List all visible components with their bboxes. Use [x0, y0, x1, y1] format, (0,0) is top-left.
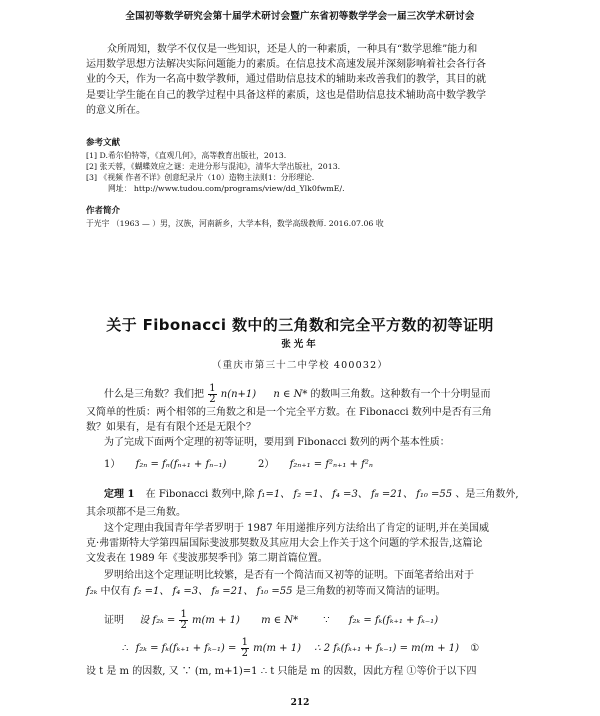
intro-line: 众所周知，数学不仅仅是一些知识，还是人的一种素质，一种具有“数学思维”能力和: [107, 44, 478, 55]
body-line: 数？如果有，是有有限个还是无限个？: [86, 422, 256, 433]
author-profile-heading: 作者简介: [86, 206, 121, 216]
fraction-half: [241, 638, 249, 659]
body-line-last: 设 t 是 m 的因数, 又 ∵ (m, m+1)=1 ∴ t 只能是 m 的因数，因此方程 ①等价于以下四: [86, 666, 477, 677]
formula: m(m + 1): [192, 615, 240, 626]
property-2: [258, 457, 373, 472]
equation-number: ①: [470, 643, 480, 654]
formula: f₂ₖ = fₖ(fₖ₊₁ + fₖ₋₁) =: [135, 643, 237, 654]
body-line: 又简单的性质：两个相邻的三角数之和是一个完全平方数。在 Fibonacci 数列中是否有三角: [86, 407, 492, 418]
page-number: 212: [290, 698, 310, 708]
fraction-numerator: 1: [241, 637, 248, 648]
body-text: 是三角数的初等而又简洁的证明。: [295, 586, 446, 597]
formula: n(n+1): [220, 389, 257, 400]
formula: m ∈ N*: [261, 615, 299, 626]
property-1: [104, 457, 226, 472]
formula: ∴ 2 fₖ(fₖ₊₁ + fₖ₋₁) = m(m + 1): [314, 643, 460, 654]
fraction-denominator: 2: [209, 394, 216, 405]
fraction-half: [179, 610, 187, 631]
intro-line: 的意义所在。: [86, 104, 146, 116]
body-line: 其余项都不是三角数。: [86, 507, 186, 518]
body-text: 中仅有: [100, 586, 131, 597]
fraction-numerator: 1: [180, 609, 187, 620]
reference-item: [1] D.希尔伯特等，《直观几何》，高等教育出版社，2013.: [86, 151, 287, 160]
body-text: 什么是三角数？我们把: [104, 389, 204, 400]
formula: f₂ₙ = fₙ(fₙ₊₁ + fₙ₋₁): [135, 459, 227, 470]
article-author: 张光年: [281, 339, 319, 350]
body-line: 罗明给出这个定理证明比较繁，是否有一个简洁而又初等的证明。下面笔者给出对于: [104, 570, 474, 581]
body-line: 这个定理由我国青年学者罗明于 1987 年用递推序列方法给出了肯定的证明,并在美国威: [104, 523, 489, 534]
formula: f₂ₖ: [86, 586, 98, 597]
body-line-1: [104, 384, 491, 405]
formula: f₂ₖ = fₖ(fₖ₊₁ + fₖ₋₁): [348, 615, 439, 626]
references-list: [86, 150, 546, 194]
formula: 设 f₂ₖ =: [139, 615, 176, 626]
formula: f₂ =1、 f₄ =3、 f₈ =21、 f₁₀ =55: [133, 586, 293, 597]
article-title: 关于 Fibonacci 数中的三角数和完全平方数的初等证明: [106, 316, 494, 334]
theorem-label: 定理 1: [104, 489, 135, 500]
body-line: 文发表在 1989 年《斐波那契季刊》第二期首篇位置。: [86, 553, 328, 564]
intro-paragraph: [86, 42, 546, 118]
fraction-denominator: 2: [241, 648, 248, 659]
property-label: 1）: [104, 459, 121, 470]
references-heading: 参考文献: [86, 138, 121, 148]
body-text: 在 Fibonacci 数列中,除: [145, 489, 255, 500]
fraction-denominator: 2: [180, 620, 187, 631]
intro-line: 运用数学思想方法解决实际问题能力的素质。在信息技术高速发展并深刻影响着社会各行各: [86, 59, 486, 71]
reference-item: [3] 《视频 作者不详》创意纪录片（10）造物主法则1：分形理论.: [86, 173, 315, 182]
proof-line-2: [122, 638, 479, 659]
formula: f₁=1、 f₂ =1、 f₄ =3、 f₈ =21、 f₁₀ =55: [257, 489, 453, 500]
reference-url: 网址： http://www.tudou.com/programs/view/dd_Ylk0fwmE/.: [108, 184, 345, 193]
body-line: 为了完成下面两个定理的初等证明，要用到 Fibonacci 数列的两个基本性质：: [104, 437, 450, 448]
body-text: 、是三角数外,: [455, 489, 519, 500]
intro-line: 业的今天，作为一名高中数学教师，通过借助信息技术的辅助来改善我们的教学，其目的就: [86, 74, 486, 86]
intro-line: 是要让学生能在自己的教学过程中具备这样的素质，这也是借助信息技术辅助高中数学教学: [86, 89, 486, 101]
running-header: 全国初等数学研究会第十届学术研讨会暨广东省初等数学学会一届三次学术研讨会: [125, 11, 475, 22]
body-line: 克·弗雷斯特大学第四届国际斐波那契数及其应用大会上作关于这个问题的学术报告,这篇论: [86, 538, 483, 549]
formula: m(m + 1): [253, 643, 301, 654]
body-line-11: [86, 584, 446, 599]
therefore-symbol: ∴: [122, 643, 129, 654]
author-profile-text: 于光宇 （1963 — ）男，汉族，河南新乡，大学本科，数学高级教师. 2016.07.06 收: [86, 219, 384, 228]
body-text: 的数叫三角数。这种数有一个十分明显而: [310, 389, 491, 400]
fraction-half: [208, 384, 216, 405]
proof-line-1: [104, 610, 438, 631]
theorem-1: [104, 487, 519, 502]
article-affiliation: （重庆市第三十二中学校 400032）: [211, 360, 389, 371]
property-label: 2）: [258, 459, 275, 470]
proof-label: 证明: [104, 615, 124, 626]
because-symbol: ∵: [323, 615, 330, 626]
reference-item: [2] 张天蓉，《蝴蝶效应之谜：走进分形与混沌》，清华大学出版社，2013.: [86, 162, 341, 171]
formula: f₂ₙ₊₁ = f²ₙ₊₁ + f²ₙ: [289, 459, 373, 470]
fraction-numerator: 1: [209, 383, 216, 394]
formula: n ∈ N*: [273, 389, 308, 400]
